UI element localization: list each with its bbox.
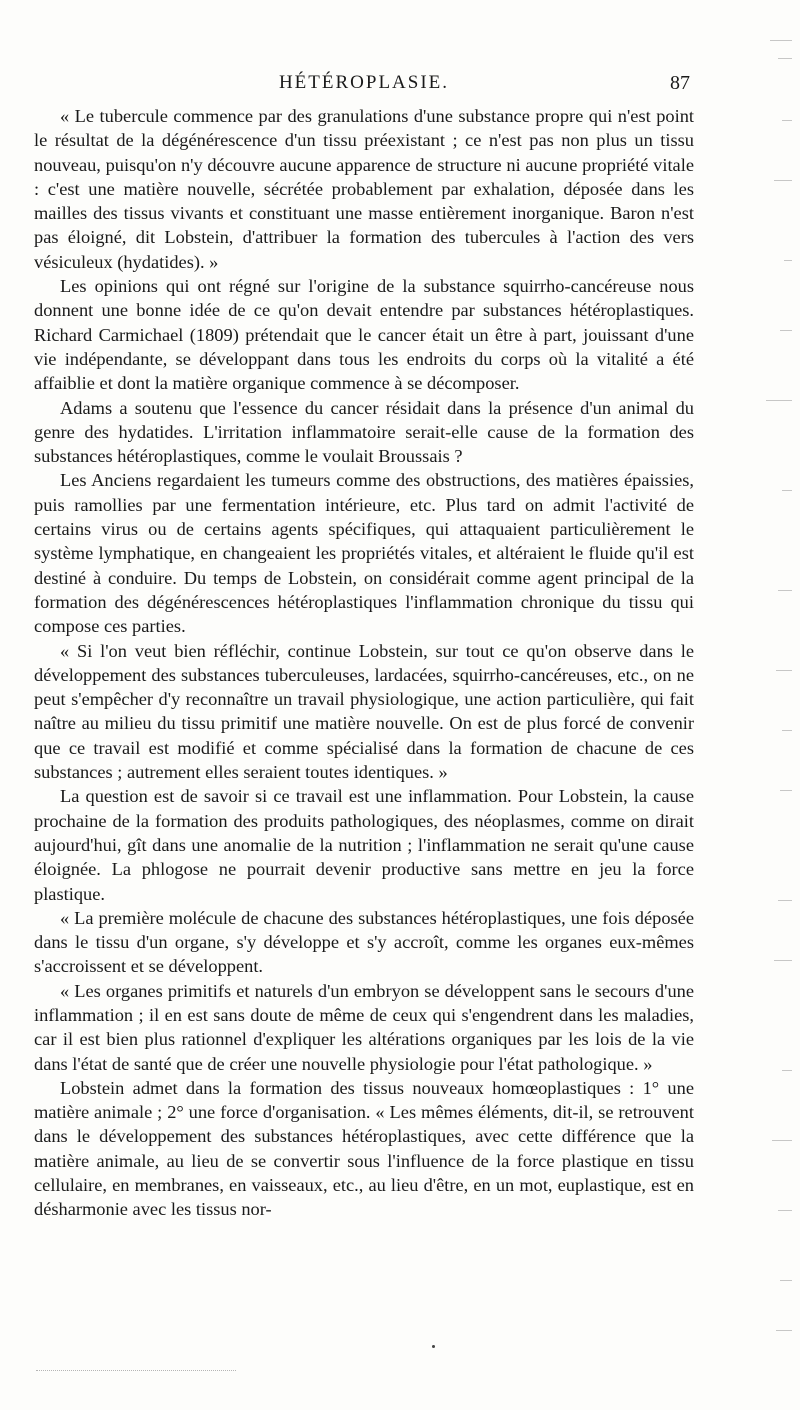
ink-speck <box>432 1345 435 1348</box>
scan-bottom-artifact <box>36 1370 236 1373</box>
running-head: HÉTÉROPLASIE. <box>278 72 450 93</box>
paragraph: « La première molécule de chacune des substances hétéroplastiques, une fois déposée dans le tissu d'un organe, s'y développe et s'y accroît, comme les organes eux-mêmes s'accroissent et se développent. <box>34 907 694 977</box>
paragraph: Les opinions qui ont régné sur l'origine de la substance squirrho-cancéreuse nous donnent une bonne idée de ce qu'on devait entendre par substances hétéroplastiques. Richard Carmichael (1809) prétendait que le cancer était un être à part, jouissant d'une vie indépendante, se développant dans tous les endroits du corps où la vitalité a été affaiblie et dont la matière organique commence à se décomposer. <box>34 276 694 394</box>
scan-edge-artifacts <box>752 30 792 1370</box>
paragraph: La question est de savoir si ce travail est une inflammation. Pour Lobstein, la cause prochaine de la formation des produits pathologiques, des néoplasmes, comme on dirait aujourd'hui, gît dans une anomalie de la nutrition ; l'inflammation ne serait qu'une cause éloignée. La phlogose ne pourrait devenir productive sans mettre en jeu la force plastique. <box>34 786 694 904</box>
paragraph: « Si l'on veut bien réfléchir, continue Lobstein, sur tout ce qu'on observe dans le développement des substances tuberculeuses, lardacées, squirrho-cancéreuses, etc., on ne peut s'empêcher d'y reconnaître un travail physiologique, une action particulière, qui fait naître au milieu du tissu primitif une matière nouvelle. On est de plus forcé de convenir que ce travail est modifié et comme spécialisé dans la formation de chacune de ces substances ; autrement elles seraient toutes identiques. » <box>34 640 694 783</box>
paragraph: Les Anciens regardaient les tumeurs comme des obstructions, des matières épaissies, puis ramollies par une fermentation intérieure, etc. Plus tard on admit l'activité de certains virus ou de certains agents spécifiques, qui attaquaient particulièrement le système lymphatique, en changeaient les propriétés vitales, et altéraient le fluide qu'il est destiné à conduire. Du temps de Lobstein, on considérait comme agent principal de la formation des dégénérescences hétéroplastiques l'inflammation chronique du tissu qui compose ces parties. <box>34 470 694 637</box>
paragraph: Adams a soutenu que l'essence du cancer résidait dans la présence d'un animal du genre des hydatides. L'irritation inflammatoire serait-elle cause de la formation des substances hétéroplastiques, comme le voulait Broussais ? <box>34 397 694 467</box>
paragraph: « Le tubercule commence par des granulations d'une substance propre qui n'est point le résultat de la dégénérescence d'un tissu préexistant ; ce n'est pas non plus un tissu nouveau, puisqu'on n'y découvre aucune apparence de structure ni aucune propriété vitale : c'est une matière nouvelle, sécrétée probablement par exhalation, déposée dans les mailles des tissus vivants et constituant une masse entièrement inorganique. Baron n'est pas éloigné, dit Lobstein, d'attribuer la formation des tubercules à l'action des vers vésiculeux (hydatides). » <box>34 106 694 272</box>
paragraph: Lobstein admet dans la formation des tissus nouveaux homœoplastiques : 1° une matière animale ; 2° une force d'organisation. « Les mêmes éléments, dit-il, se retrouvent dans le développement des substances hétéroplastiques, avec cette différence que la matière animale, au lieu de se convertir sous l'influence de la force plastique en tissu cellulaire, en membranes, en vaisseaux, etc., au lieu d'être, en un mot, euplastique, est en désharmonie avec les tissus nor- <box>34 1077 694 1220</box>
body-text <box>34 104 694 1222</box>
paragraph: « Les organes primitifs et naturels d'un embryon se développent sans le secours d'une inflammation ; il en est sans doute de même de ceux qui s'engendrent dans les maladies, car il est bien plus rationnel d'expliquer les altérations organiques par les lois de la vie dans l'état de santé que de créer une nouvelle physiologie pour l'état pathologique. » <box>34 980 694 1074</box>
page-header <box>34 70 694 102</box>
page-number: 87 <box>670 72 690 94</box>
